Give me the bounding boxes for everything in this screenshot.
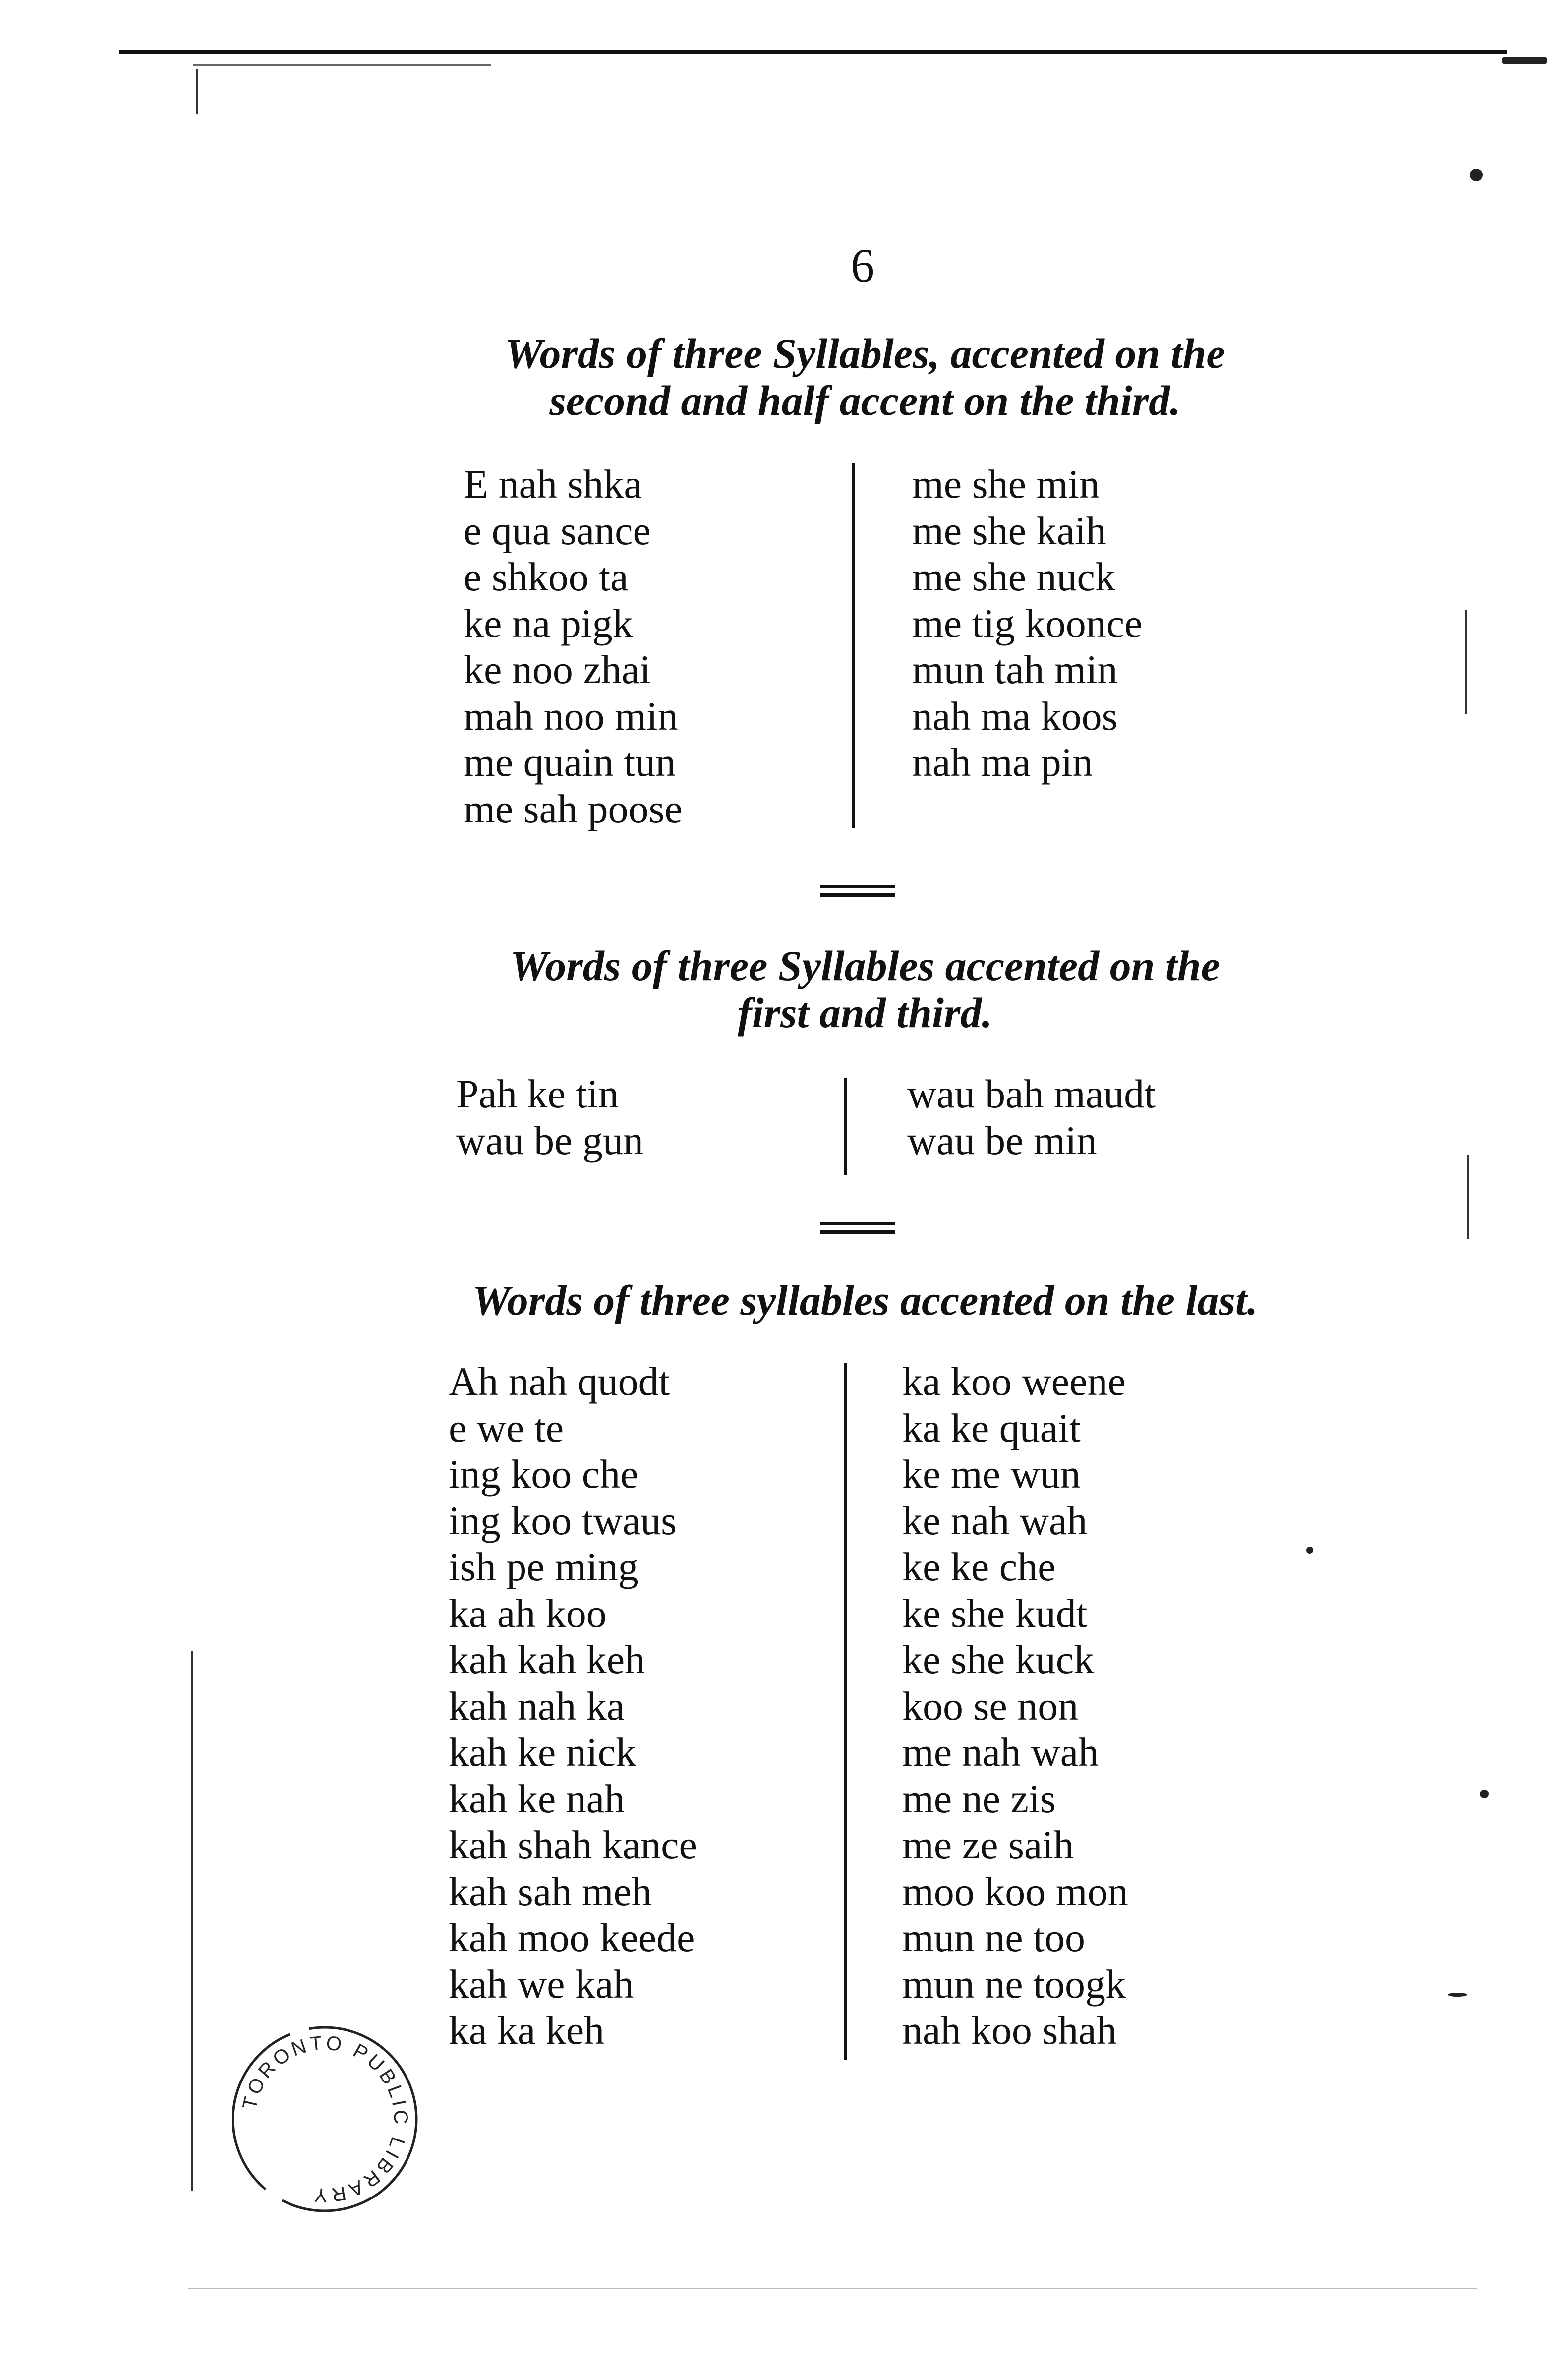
section-2-left-column [456,1071,643,1163]
section-divider [820,885,895,902]
word-item: kah sah meh [449,1868,652,1914]
word-item: ka ah koo [449,1590,607,1636]
scan-speck [1480,1790,1489,1798]
word-item: ke noo zhai [464,647,651,692]
section-2-heading-line-2: first and third. [738,989,992,1037]
word-item: me she kaih [912,508,1106,553]
word-item: wau be gun [456,1117,644,1163]
right-margin-line [1467,1155,1469,1239]
word-item: me tig koonce [912,600,1143,646]
section-1-left-column [464,461,683,832]
left-margin-line [196,69,198,114]
word-item: me ne zis [902,1776,1056,1821]
word-item: ish pe ming [449,1544,639,1589]
word-item: wau be min [907,1117,1097,1163]
library-stamp-graphic [231,2025,419,2213]
word-item: Pah ke tin [456,1071,619,1116]
word-item: nah koo shah [902,2008,1117,2053]
right-margin-line [1465,610,1467,714]
stamp-text: TORONTO PUBLIC LIBRARY [238,2032,412,2206]
word-item: e qua sance [464,508,651,553]
word-item: e we te [449,1405,564,1450]
word-item: kah ke nick [449,1730,636,1775]
section-2-heading-line-1: Words of three Syllables accented on the [510,942,1220,989]
word-item: wau bah maudt [907,1071,1156,1116]
scan-speck [1502,57,1547,64]
word-item: mun ne too [902,1915,1085,1960]
word-item: ke ke che [902,1544,1056,1589]
section-1-column-separator [852,463,855,828]
word-item: ke she kudt [902,1590,1088,1636]
word-item: ka ke quait [902,1405,1081,1450]
word-item: E nah shka [464,462,642,507]
scan-speck [1306,1547,1313,1554]
word-item: kah nah ka [449,1683,625,1729]
word-item: ke she kuck [902,1637,1095,1682]
section-3-right-column [902,1358,1128,2054]
top-border-rule [119,50,1507,54]
word-item: mun tah min [912,647,1118,692]
scan-speck [1448,1993,1467,1997]
word-item: ke na pigk [464,600,633,646]
word-item: me she min [912,462,1100,507]
section-1-heading-line-2: second and half accent on the third. [549,377,1181,424]
word-item: me she nuck [912,554,1115,599]
word-item: ka ka keh [449,2008,605,2053]
word-item: Ah nah quodt [449,1359,670,1404]
word-item: me sah poose [464,786,683,831]
word-item: me quain tun [464,740,676,785]
section-divider [820,1222,895,1239]
scan-speck [1470,169,1483,181]
word-item: ke nah wah [902,1498,1088,1543]
section-3-heading: Words of three syllables accented on the last. [472,1276,1258,1324]
word-item: kah ke nah [449,1776,625,1821]
word-item: nah ma koos [912,693,1118,739]
word-item: koo se non [902,1683,1079,1729]
word-item: mun ne toogk [902,1961,1126,2007]
word-item: ing koo twaus [449,1498,677,1543]
word-item: kah we kah [449,1961,634,2007]
section-2-right-column [907,1071,1156,1163]
section-3-left-column [449,1358,697,2054]
left-margin-line [191,1651,193,2191]
word-item: nah ma pin [912,740,1093,785]
top-border-rule-thin [193,64,491,66]
word-item: kah shah kance [449,1822,697,1867]
word-item: ing koo che [449,1451,639,1497]
svg-text:TORONTO PUBLIC LIBRARY [238,2032,411,2206]
section-1-heading-line-1: Words of three Syllables, accented on the [505,330,1225,377]
section-2-column-separator [844,1078,847,1175]
word-item: ka koo weene [902,1359,1126,1404]
word-item: kah kah keh [449,1637,645,1682]
word-item: moo koo mon [902,1868,1128,1914]
bottom-dotted-line [188,2288,1477,2289]
word-item: me nah wah [902,1730,1099,1775]
word-item: kah moo keede [449,1915,695,1960]
page-number: 6 [851,239,874,292]
section-1-right-column [912,461,1143,786]
word-item: ke me wun [902,1451,1081,1497]
section-3-column-separator [844,1363,847,2060]
word-item: mah noo min [464,693,678,739]
library-stamp [231,2025,419,2213]
word-item: me ze saih [902,1822,1074,1867]
word-item: e shkoo ta [464,554,629,599]
